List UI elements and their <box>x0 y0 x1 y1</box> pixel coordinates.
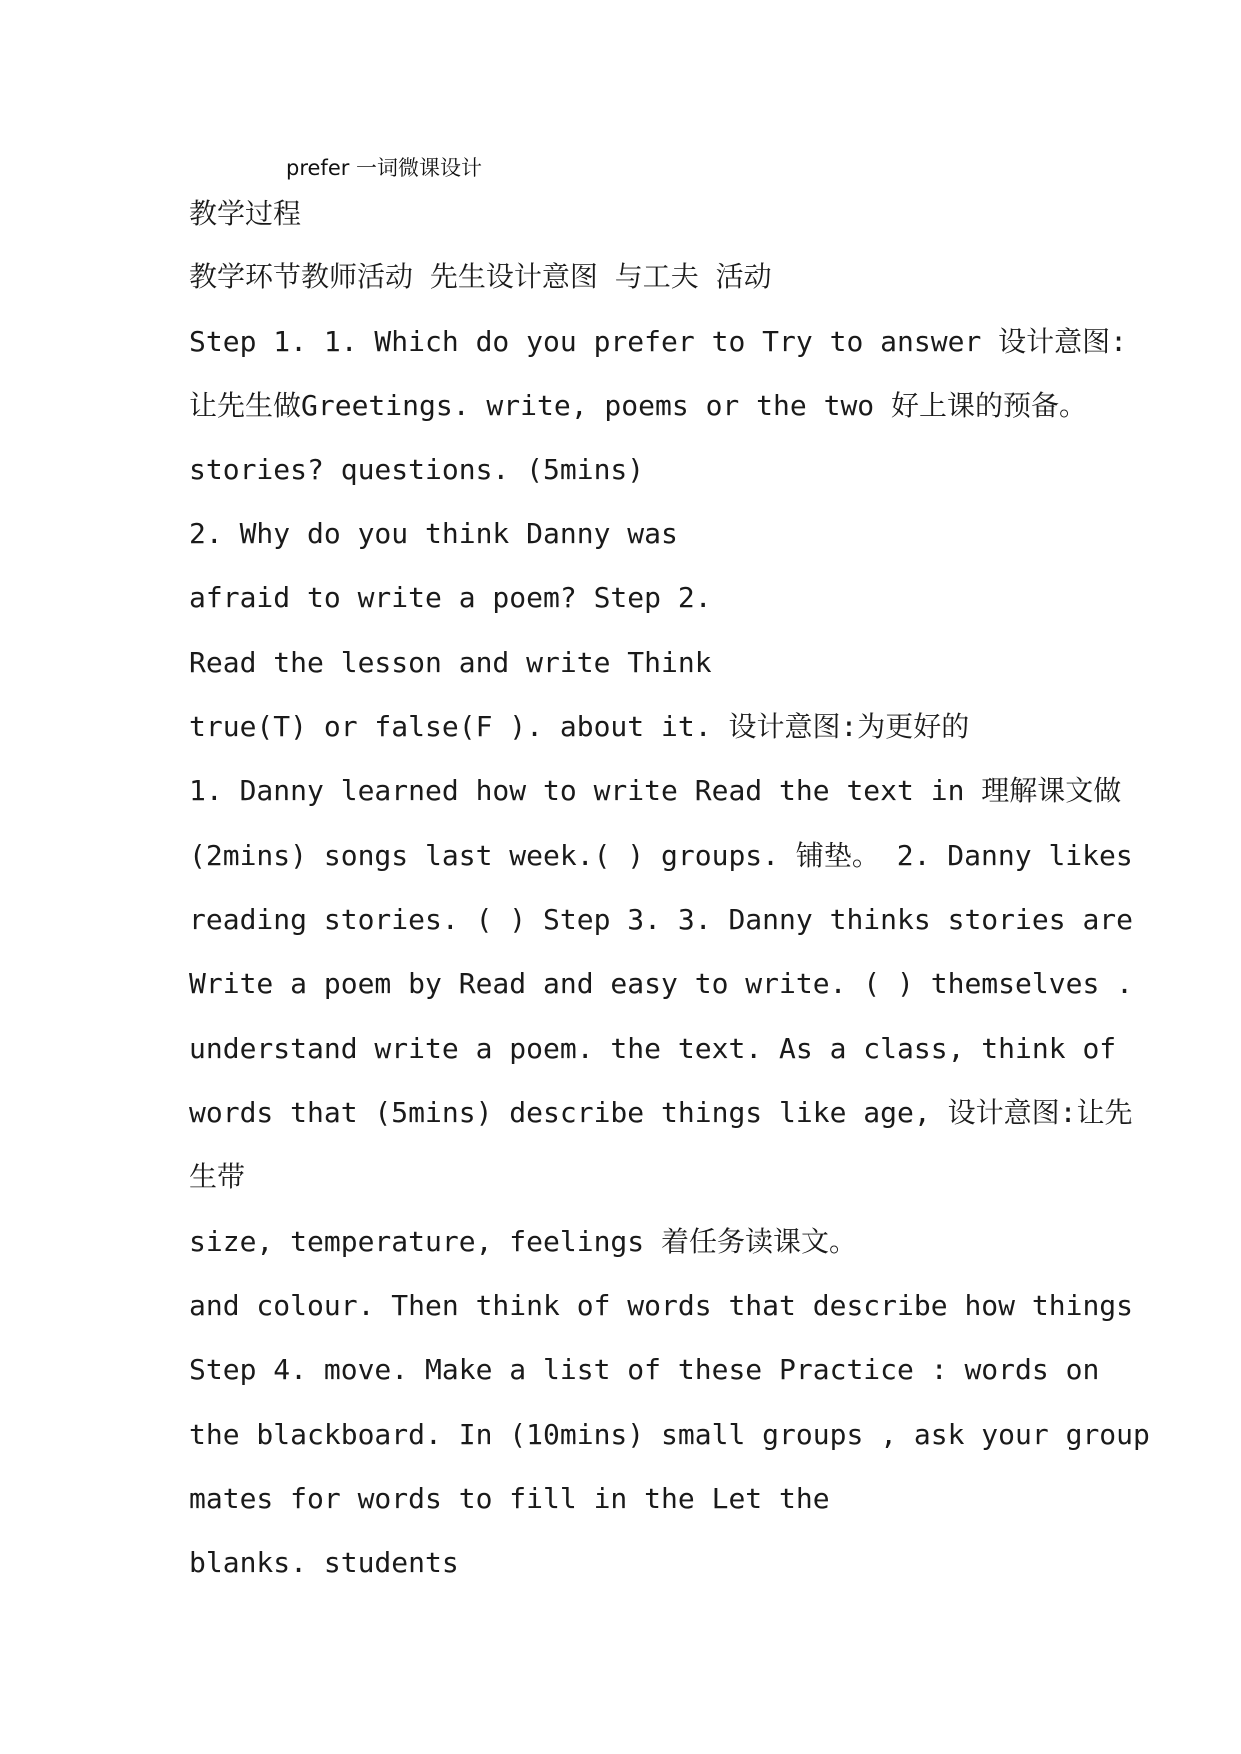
text-line: 让先生做Greetings. write, poems or the two 好上课的预备。 <box>189 389 1088 422</box>
text-line: true(T) or false(F ). about it. 设计意图:为更好的 <box>189 710 970 743</box>
document-title: prefer 一词微课设计 <box>286 156 483 180</box>
text-line: Write a poem by Read and easy to write. ( ) themselves . <box>189 967 1134 1000</box>
text-line: afraid to write a poem? Step 2. <box>189 581 712 614</box>
table-header-line: 教学环节教师活动 先生设计意图 与工夫 活动 <box>189 260 772 293</box>
text-line: Step 4. move. Make a list of these Practice : words on <box>189 1353 1100 1386</box>
text-line: words that (5mins) describe things like age, 设计意图:让先 <box>189 1096 1133 1129</box>
text-line: understand write a poem. the text. As a class, think of <box>189 1032 1117 1065</box>
text-line: the blackboard. In (10mins) small groups , ask your group <box>189 1418 1150 1451</box>
text-line: size, temperature, feelings 着任务读课文。 <box>189 1225 858 1258</box>
text-line: mates for words to fill in the Let the <box>189 1482 830 1515</box>
text-line: Step 1. 1. Which do you prefer to Try to answer 设计意图: <box>189 325 1128 358</box>
text-line: 2. Why do you think Danny was <box>189 517 678 550</box>
text-line: blanks. students <box>189 1546 459 1579</box>
text-line: stories? questions. (5mins) <box>189 453 645 486</box>
text-line: 1. Danny learned how to write Read the text in 理解课文做 <box>189 774 1122 807</box>
text-line: Read the lesson and write Think <box>189 646 712 679</box>
text-line: (2mins) songs last week.( ) groups. 铺垫。 2. Danny likes <box>189 839 1133 872</box>
text-line: 生带 <box>189 1160 246 1193</box>
text-line: reading stories. ( ) Step 3. 3. Danny thinks stories are <box>189 903 1134 936</box>
text-line: and colour. Then think of words that describe how things <box>189 1289 1134 1322</box>
section-heading: 教学过程 <box>189 197 302 230</box>
